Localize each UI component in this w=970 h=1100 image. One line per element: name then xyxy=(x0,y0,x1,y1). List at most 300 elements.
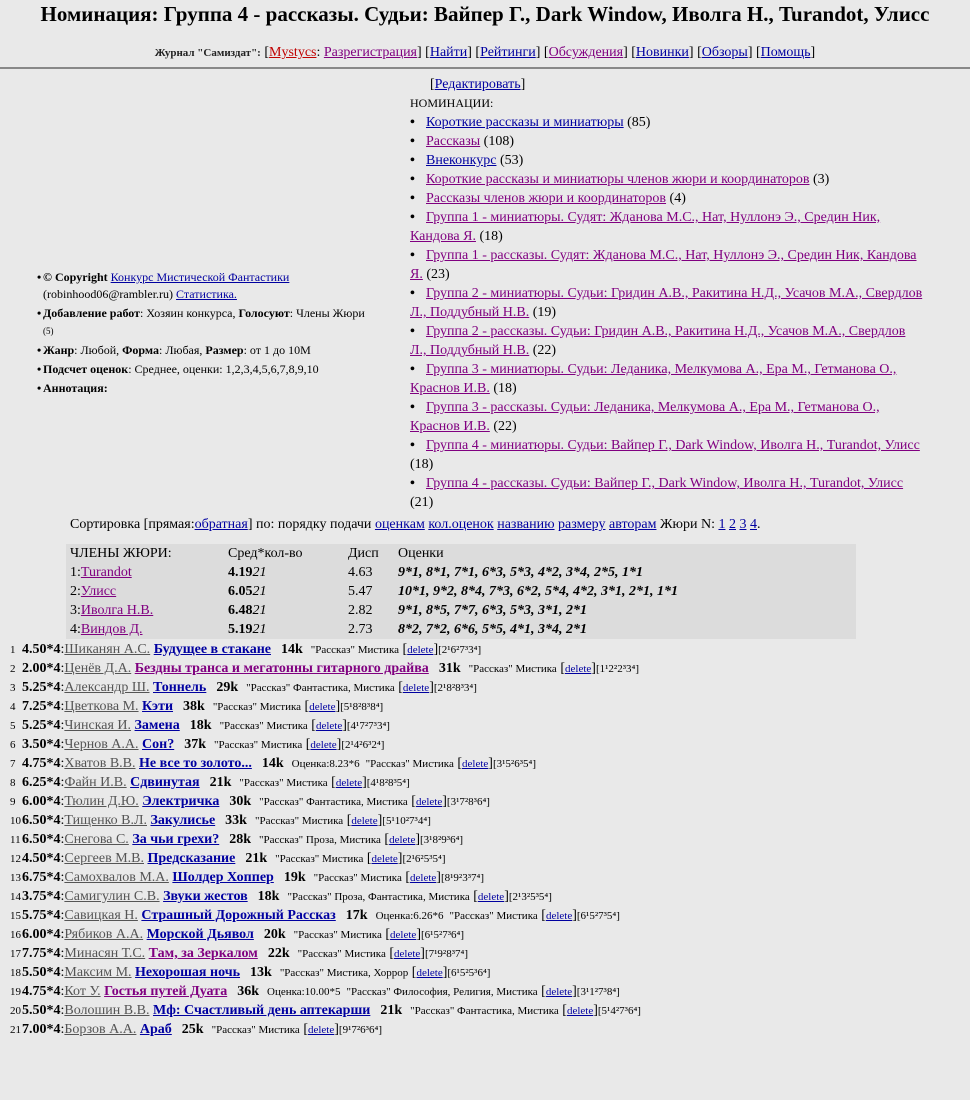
delete-link[interactable]: delete xyxy=(394,948,421,960)
work-title-link[interactable]: Будущее в стакане xyxy=(153,642,271,657)
work-title-link[interactable]: Замена xyxy=(134,718,180,733)
work-number: 7 xyxy=(10,758,16,770)
work-row: 205.50*4:Волошин В.В. Мф: Счастливый день аптекарши 21k "Рассказ" Фантастика, Мистика [delete][5¹4²7³6⁴] xyxy=(10,1001,970,1020)
edit-link[interactable]: Редактировать xyxy=(434,77,521,92)
work-row: 116.50*4:Снегова С. За чьи грехи? 28k "Рассказ" Проза, Мистика [delete][3¹8²9³6⁴] xyxy=(10,830,970,849)
news-link[interactable]: Новинки xyxy=(635,45,689,60)
bullet-icon: • xyxy=(410,153,415,168)
sort-by-title[interactable]: названию xyxy=(497,517,555,532)
work-author-link[interactable]: Савицкая Н. xyxy=(64,908,138,923)
work-score-count: *4 xyxy=(46,737,61,752)
work-title-link[interactable]: Гостья путей Дуата xyxy=(104,984,228,999)
work-score-count: *4 xyxy=(46,1022,61,1037)
work-rating: Оценка:10.00*5 xyxy=(267,986,341,998)
bullet-icon: • xyxy=(410,248,415,263)
nomination-link[interactable]: Группа 4 - рассказы. Судьи: Вайпер Г., Dark Window, Иволга Н., Turandot, Улисс xyxy=(426,476,904,491)
jury-member-link[interactable]: Иволга Н.В. xyxy=(80,603,154,618)
work-genre: "Рассказ" Мистика xyxy=(365,758,454,770)
work-score: 5.25 xyxy=(22,680,47,695)
bullet-icon: • xyxy=(410,476,415,491)
work-score-count: *4 xyxy=(46,984,61,999)
work-score-count: *4 xyxy=(46,851,61,866)
work-score-count: *4 xyxy=(46,813,61,828)
work-size: 21k xyxy=(245,851,268,866)
add-works-item: • Добавление работ: Хозяин конкурса, Голосуют: Члены Жюри (5) xyxy=(40,305,405,340)
nomination-link[interactable]: Группа 3 - миниатюры. Судьи: Леданика, Мелкумова А., Ера М., Гетманова О., Краснов И.В. xyxy=(410,362,897,396)
work-score-count: *4 xyxy=(46,927,61,942)
work-title-link[interactable]: Нехорошая ночь xyxy=(135,965,241,980)
jury-disp: 4.63 xyxy=(348,565,373,580)
nomination-count: (85) xyxy=(627,115,651,130)
work-size: 14k xyxy=(281,642,303,657)
nomination-count: (3) xyxy=(813,172,830,187)
nomination-count: (22) xyxy=(532,343,557,358)
work-row: 217.00*4:Борзов А.А. Араб 25k "Рассказ" Мистика [delete][9¹7²6³6⁴] xyxy=(10,1020,970,1039)
jury-marks: 9*1, 8*1, 7*1, 6*3, 5*3, 4*2, 3*4, 2*5, 1*1 xyxy=(398,565,643,580)
work-title-link[interactable]: Бездны транса и мегатонны гитарного драйва xyxy=(134,661,429,676)
work-author-link[interactable]: Александр Ш. xyxy=(64,680,150,695)
work-number: 5 xyxy=(10,720,16,732)
nomination-item xyxy=(410,151,925,170)
work-number: 15 xyxy=(10,910,21,922)
work-author-link[interactable]: Цветкова М. xyxy=(64,699,139,714)
work-score: 4.50 xyxy=(22,851,47,866)
work-score: 4.50 xyxy=(22,642,47,657)
page-header xyxy=(0,0,970,27)
nomination-count: (21) xyxy=(410,495,434,510)
discussions-link[interactable]: Обсуждения xyxy=(548,45,624,60)
nominations-heading: НОМИНАЦИИ: xyxy=(410,96,494,110)
work-jury-marks: [1¹2²2³3⁴] xyxy=(595,663,639,675)
work-score-count: *4 xyxy=(46,889,61,904)
work-title-link[interactable]: Тоннель xyxy=(153,680,207,695)
work-title-link[interactable]: Не все то золото... xyxy=(139,756,252,771)
work-number: 1 xyxy=(10,644,16,656)
work-author-link[interactable]: Чинская И. xyxy=(64,718,132,733)
delete-link[interactable]: delete xyxy=(390,929,417,941)
work-score: 7.75 xyxy=(22,946,47,961)
jury-table xyxy=(66,544,856,639)
jury-header-row: ЧЛЕНЫ ЖЮРИ: Сред*кол-во Дисп Оценки xyxy=(70,546,444,561)
work-score-count: *4 xyxy=(46,661,61,676)
nomination-count: (18) xyxy=(410,457,434,472)
work-row: 185.50*4:Максим М. Нехорошая ночь 13k "Рассказ" Мистика, Хоррор [delete][6¹5²5³6⁴] xyxy=(10,963,970,982)
work-score-count: *4 xyxy=(46,794,61,809)
work-author-link[interactable]: Борзов А.А. xyxy=(64,1022,137,1037)
delete-link[interactable]: delete xyxy=(335,777,363,789)
work-size: 36k xyxy=(237,984,259,999)
jury-link-3[interactable]: 3 xyxy=(739,517,747,532)
nomination-count: (18) xyxy=(493,381,517,396)
work-title-link[interactable]: Там, за Зеркалом xyxy=(148,946,258,961)
work-jury-marks: [9¹7²6³6⁴] xyxy=(338,1024,382,1036)
work-rating: Оценка:6.26*6 xyxy=(375,910,444,922)
bullet-icon: • xyxy=(410,400,415,415)
work-jury-marks: [5¹10²7³4⁴] xyxy=(382,815,431,827)
delete-link[interactable]: delete xyxy=(566,1005,594,1017)
work-genre: "Рассказ" Фантастика, Мистика xyxy=(259,796,408,808)
jury-member-link[interactable]: Turandot xyxy=(80,565,132,580)
nominations-panel: [Редактировать] НОМИНАЦИИ: • Короткие рассказы и миниатюры (85) • Рассказы (108) • Внеконкурс (53) • Короткие рассказы и миниатюры членов жюри и координаторов (3) • Рассказы членов жюри и координаторов (4) • Группа 1 - миниатюры. Судят: Жданова М.С., Нат, Нуллонэ Э., Средин Ник, Кандова Я. (18) • Группа 1 - рассказы. Судят: Жданова М.С., Нат, Нуллонэ Э., Средин Ник, Кандова Я. (23) • Группа 2 - миниатюры. Судьи: Гридин А.В., Ракитина Н.Д., Усачов М.А., Свердлов Л., Поддубный Н.В. (19) • Группа 2 - рассказы. Судьи: Гридин А.В., Ракитина Н.Д., Усачов М.А., Свердлов Л., Поддубный Н.В. (22) • Группа 3 - миниатюры. Судьи: Леданика, Мелкумова А., Ера М., Гетманова О., Краснов И.В. (18) • Группа 3 - рассказы. Судьи: Леданика, Мелкумова А., Ера М., Гетманова О., Краснов И.В. (22) • Группа 4 - миниатюры. Судьи: Вайпер Г., Dark Window, Иволга Н., Turandot, Улисс (18) • Группа 4 - рассказы. Судьи: Вайпер Г., Dark Window, Иволга Н., Turandot, Улисс (21) xyxy=(410,75,925,512)
work-score: 3.75 xyxy=(22,889,47,904)
work-genre: "Рассказ" Мистика xyxy=(468,663,557,675)
delete-link[interactable]: delete xyxy=(462,758,489,770)
nomination-link[interactable]: Рассказы членов жюри и координаторов xyxy=(426,191,667,206)
work-genre: "Рассказ" Мистика xyxy=(211,1024,300,1036)
work-title-link[interactable]: Араб xyxy=(139,1022,172,1037)
nomination-item xyxy=(410,284,925,322)
nomination-count: (19) xyxy=(532,305,557,320)
work-row: 194.75*4:Кот У. Гостья путей Дуата 36k Оценка:10.00*5 "Рассказ" Философия, Религия, Мистика [delete][3¹1²7³8⁴] xyxy=(10,982,970,1001)
work-size: 20k xyxy=(263,927,286,942)
jury-row: 1:Turandot 4.1921 4.63 9*1, 8*1, 7*1, 6*3, 5*3, 4*2, 3*4, 2*5, 1*1 xyxy=(66,563,856,582)
work-genre: "Рассказ" Проза, Мистика xyxy=(259,834,381,846)
works-list xyxy=(10,640,970,1039)
reviews-link[interactable]: Обзоры xyxy=(701,45,748,60)
nomination-item xyxy=(410,322,925,360)
work-author-link[interactable]: Минасян Т.С. xyxy=(64,946,146,961)
work-jury-marks: [5¹8²8³8⁴] xyxy=(340,701,384,713)
work-genre: "Рассказ" Фантастика, Мистика xyxy=(246,682,395,694)
delete-link[interactable]: delete xyxy=(477,891,505,903)
jury-link-2[interactable]: 2 xyxy=(728,517,736,532)
nomination-count: (4) xyxy=(669,191,686,206)
help-link[interactable]: Помощь xyxy=(760,45,811,60)
work-score-count: *4 xyxy=(46,699,61,714)
nomination-count: (22) xyxy=(493,419,517,434)
copyright-item: • © Copyright Конкурс Мистической Фантастики (robinhood06@rambler.ru) Статистика. xyxy=(40,269,405,303)
work-score: 4.75 xyxy=(22,984,47,999)
delete-link[interactable]: delete xyxy=(307,1024,335,1036)
nomination-item xyxy=(410,474,925,512)
delete-link[interactable]: delete xyxy=(545,910,573,922)
work-row: 3 5.25*4:Александр Ш. Тоннель 29k "Рассказ" Фантастика, Мистика [delete][2¹8²8³3⁴] xyxy=(10,678,970,697)
work-author-link[interactable]: Чернов А.А. xyxy=(64,737,139,752)
work-genre: "Рассказ" Мистика xyxy=(219,720,308,732)
work-author-link[interactable]: Тюлин Д.Ю. xyxy=(64,794,139,809)
work-row: 9 6.00*4:Тюлин Д.Ю. Электричка 30k "Рассказ" Фантастика, Мистика [delete][3¹7²8³6⁴] xyxy=(10,792,970,811)
delete-link[interactable]: delete xyxy=(545,986,573,998)
work-size: 29k xyxy=(216,680,239,695)
bullet-icon: • xyxy=(410,210,415,225)
jury-link-1[interactable]: 1 xyxy=(718,517,726,532)
work-score: 3.50 xyxy=(22,737,47,752)
delete-link[interactable]: delete xyxy=(309,701,336,713)
work-genre: "Рассказ" Проза, Фантастика, Мистика xyxy=(287,891,470,903)
work-title-link[interactable]: Сдвинутая xyxy=(130,775,200,790)
delete-link[interactable]: delete xyxy=(351,815,378,827)
work-row: 124.50*4:Сергеев М.В. Предсказание 21k "Рассказ" Мистика [delete][2¹6²5³5⁴] xyxy=(10,849,970,868)
work-number: 21 xyxy=(10,1024,21,1036)
delete-link[interactable]: delete xyxy=(315,720,343,732)
jury-marks: 9*1, 8*5, 7*7, 6*3, 5*3, 3*1, 2*1 xyxy=(398,603,587,618)
nomination-item xyxy=(410,132,925,151)
nomination-link[interactable]: Группа 1 - миниатюры. Судят: Жданова М.С., Нат, Нуллонэ Э., Средин Ник, Кандова Я. xyxy=(410,210,881,244)
work-row: 106.50*4:Тищенко В.Л. Закулисье 33k "Рассказ" Мистика [delete][5¹10²7³4⁴] xyxy=(10,811,970,830)
work-score-count: *4 xyxy=(46,965,61,980)
work-author-link[interactable]: Файн И.В. xyxy=(64,775,127,790)
work-score-count: *4 xyxy=(46,756,61,771)
jury-member-link[interactable]: Виндов Д. xyxy=(80,622,143,637)
work-jury-marks: [3¹1²7³8⁴] xyxy=(576,986,620,998)
work-author-link[interactable]: Самохвалов М.А. xyxy=(64,870,169,885)
nomination-count: (53) xyxy=(499,153,524,168)
bullet-icon: • xyxy=(410,134,415,149)
work-jury-marks: [2¹4²6³2⁴] xyxy=(341,739,385,751)
work-row: 1 4.50*4:Шиканян А.С. Будущее в стакане 14k "Рассказ" Мистика [delete][2¹6²7³3⁴] xyxy=(10,640,970,659)
work-size: 19k xyxy=(283,870,306,885)
work-author-link[interactable]: Хватов В.В. xyxy=(64,756,136,771)
work-size: 25k xyxy=(181,1022,204,1037)
work-author-link[interactable]: Снегова С. xyxy=(64,832,129,847)
work-row: 155.75*4:Савицкая Н. Страшный Дорожный Рассказ 17k Оценка:6.26*6 "Рассказ" Мистика [delete][6¹5²7³5⁴] xyxy=(10,906,970,925)
work-author-link[interactable]: Тищенко В.Л. xyxy=(64,813,147,828)
work-number: 13 xyxy=(10,872,21,884)
work-size: 17k xyxy=(345,908,368,923)
nomination-link[interactable]: Группа 3 - рассказы. Судьи: Леданика, Мелкумова А., Ера М., Гетманова О., Краснов И.В. xyxy=(410,400,880,434)
work-genre: "Рассказ" Мистика xyxy=(313,872,402,884)
user-link[interactable]: Mystycs xyxy=(269,45,317,60)
bullet-icon: • xyxy=(410,286,415,301)
work-title-link[interactable]: Мф: Счастливый день аптекарши xyxy=(152,1003,371,1018)
work-author-link[interactable]: Шиканян А.С. xyxy=(64,642,151,657)
work-row: 166.00*4:Рябиков А.А. Морской Дьявол 20k "Рассказ" Мистика [delete][6¹5²7³6⁴] xyxy=(10,925,970,944)
jury-count: 21 xyxy=(252,622,267,637)
work-number: 20 xyxy=(10,1005,21,1017)
work-row: 8 6.25*4:Файн И.В. Сдвинутая 21k "Рассказ" Мистика [delete][4¹8²8³5⁴] xyxy=(10,773,970,792)
bullet-icon: • xyxy=(410,362,415,377)
work-genre: "Рассказ" Мистика xyxy=(212,701,302,713)
logout-link[interactable]: Разрегистрация xyxy=(323,45,417,60)
work-number: 17 xyxy=(10,948,21,960)
work-genre: "Рассказ" Мистика xyxy=(239,777,328,789)
delete-link[interactable]: delete xyxy=(402,682,430,694)
work-jury-marks: [4¹8²8³5⁴] xyxy=(366,777,410,789)
work-author-link[interactable]: Волошин В.В. xyxy=(64,1003,150,1018)
jury-avg: 6.48 xyxy=(228,603,253,618)
work-score: 5.50 xyxy=(22,965,47,980)
work-rating: Оценка:8.23*6 xyxy=(291,758,360,770)
nomination-item xyxy=(410,398,925,436)
work-score-count: *4 xyxy=(46,870,61,885)
sort-by-size[interactable]: размеру xyxy=(558,517,606,532)
work-score: 6.75 xyxy=(22,870,47,885)
jury-count: 21 xyxy=(252,603,267,618)
bullet-icon: • xyxy=(410,191,415,206)
jury-link-4[interactable]: 4 xyxy=(749,517,757,532)
work-jury-marks: [7¹9²8³7⁴] xyxy=(424,948,469,960)
jury-disp: 2.82 xyxy=(348,603,373,618)
work-number: 10 xyxy=(10,815,21,827)
work-genre: "Рассказ" Мистика xyxy=(310,644,400,656)
work-score-count: *4 xyxy=(46,642,61,657)
work-size: 37k xyxy=(184,737,207,752)
bullet-icon: • xyxy=(410,172,415,187)
nomination-item xyxy=(410,189,925,208)
work-size: 38k xyxy=(183,699,205,714)
work-genre: "Рассказ" Мистика xyxy=(275,853,364,865)
work-author-link[interactable]: Ценёв Д.А. xyxy=(64,661,132,676)
work-jury-marks: [6¹5²7³5⁴] xyxy=(576,910,620,922)
nomination-link[interactable]: Короткие рассказы и миниатюры членов жюри и координаторов xyxy=(426,172,810,187)
work-score-count: *4 xyxy=(46,832,61,847)
nomination-link[interactable]: Группа 1 - рассказы. Судят: Жданова М.С., Нат, Нуллонэ Э., Средин Ник, Кандова Я. xyxy=(410,248,917,282)
delete-link[interactable]: delete xyxy=(565,663,592,675)
work-size: 30k xyxy=(229,794,252,809)
work-author-link[interactable]: Кот У. xyxy=(64,984,101,999)
nomination-item xyxy=(410,360,925,398)
jury-avg: 6.05 xyxy=(228,584,253,599)
delete-link[interactable]: delete xyxy=(371,853,398,865)
main-info xyxy=(0,69,970,515)
work-author-link[interactable]: Рябиков А.А. xyxy=(64,927,144,942)
work-jury-marks: [3¹7²8³6⁴] xyxy=(446,796,490,808)
work-score: 6.00 xyxy=(22,794,47,809)
page-title: Номинация: Группа 4 - рассказы. Судьи: Вайпер Г., Dark Window, Иволга Н., Turandot, Улисс xyxy=(40,2,930,26)
sort-reverse-link[interactable]: обратная xyxy=(194,517,248,532)
work-row: 4 7.25*4:Цветкова М. Кэти 38k "Рассказ" Мистика [delete][5¹8²8³8⁴] xyxy=(10,697,970,716)
work-title-link[interactable]: Звуки жестов xyxy=(163,889,248,904)
work-jury-marks: [2¹3²5³5⁴] xyxy=(508,891,552,903)
work-row: 177.75*4:Минасян Т.С. Там, за Зеркалом 22k "Рассказ" Мистика [delete][7¹9²8³7⁴] xyxy=(10,944,970,963)
jury-member-link[interactable]: Улисс xyxy=(80,584,117,599)
sort-by-count[interactable]: кол.оценок xyxy=(428,517,494,532)
work-size: 18k xyxy=(257,889,280,904)
work-jury-marks: [2¹6²7³3⁴] xyxy=(438,644,482,656)
delete-link[interactable]: delete xyxy=(416,967,443,979)
nomination-link[interactable]: Группа 2 - рассказы. Судьи: Гридин А.В., Ракитина Н.Д., Усачов М.А., Свердлов Л., Поддубный Н.В. xyxy=(410,324,906,358)
work-score: 6.50 xyxy=(22,813,47,828)
work-score-count: *4 xyxy=(46,680,61,695)
work-score: 4.75 xyxy=(22,756,47,771)
annotation-item: • Аннотация: xyxy=(40,380,405,397)
work-score: 6.25 xyxy=(22,775,47,790)
work-size: 18k xyxy=(189,718,212,733)
jury-avg: 4.19 xyxy=(228,565,253,580)
jury-marks: 10*1, 9*2, 8*4, 7*3, 6*2, 5*4, 4*2, 3*1, 2*1, 1*1 xyxy=(398,584,678,599)
work-score: 7.00 xyxy=(22,1022,47,1037)
work-score-count: *4 xyxy=(46,775,61,790)
work-size: 13k xyxy=(250,965,272,980)
jury-row: 2:Улисс 6.0521 5.47 10*1, 9*2, 8*4, 7*3, 6*2, 5*4, 4*2, 3*1, 2*1, 1*1 xyxy=(66,582,856,601)
work-title-link[interactable]: Шолдер Хоппер xyxy=(172,870,274,885)
nomination-count: (18) xyxy=(479,229,503,244)
top-nav: Журнал "Самиздат": [Mystycs: Разрегистрация] [Найти] [Рейтинги] [Обсуждения] [Новинки] [Обзоры] [Помощь] xyxy=(154,45,816,60)
work-number: 4 xyxy=(10,701,16,713)
jury-disp: 5.47 xyxy=(348,584,373,599)
sort-bar: Сортировка [прямая:обратная] по: порядку подачи оценкам кол.оценок названию размеру авторам Жюри N: 1 2 3 4. xyxy=(70,517,761,532)
work-score: 5.50 xyxy=(22,1003,47,1018)
delete-link[interactable]: delete xyxy=(310,739,337,751)
work-size: 33k xyxy=(225,813,247,828)
work-score: 2.00 xyxy=(22,661,47,676)
work-title-link[interactable]: Электричка xyxy=(142,794,220,809)
work-score: 5.25 xyxy=(22,718,47,733)
nominations-list xyxy=(410,113,925,512)
work-author-link[interactable]: Сергеев М.В. xyxy=(64,851,144,866)
genre-item: • Жанр: Любой, Форма: Любая, Размер: от 1 до 10M xyxy=(40,342,405,359)
sort-by-author[interactable]: авторам xyxy=(608,517,657,532)
work-number: 14 xyxy=(10,891,21,903)
contest-link[interactable]: Конкурс Мистической Фантастики xyxy=(110,270,290,284)
work-size: 22k xyxy=(267,946,290,961)
sort-by-score[interactable]: оценкам xyxy=(374,517,425,532)
nomination-link[interactable]: Рассказы xyxy=(426,134,481,149)
work-score-count: *4 xyxy=(46,946,61,961)
stats-link[interactable]: Статистика. xyxy=(176,287,237,301)
work-title-link[interactable]: За чьи грехи? xyxy=(132,832,220,847)
work-jury-marks: [8¹9²3³7⁴] xyxy=(440,872,485,884)
ratings-link[interactable]: Рейтинги xyxy=(480,45,536,60)
journal-label: Журнал "Самиздат": xyxy=(154,47,261,59)
nomination-link[interactable]: Внеконкурс xyxy=(426,153,497,168)
nomination-count: (23) xyxy=(426,267,450,282)
nomination-link[interactable]: Короткие рассказы и миниатюры xyxy=(426,115,624,130)
work-number: 19 xyxy=(10,986,21,998)
counting-item: • Подсчет оценок: Среднее, оценки: 1,2,3,4,5,6,7,8,9,10 xyxy=(40,361,405,378)
work-jury-marks: [5¹4²7³6⁴] xyxy=(597,1005,641,1017)
work-number: 9 xyxy=(10,796,16,808)
nomination-item xyxy=(410,170,925,189)
work-row: 6 3.50*4:Чернов А.А. Сон? 37k "Рассказ" Мистика [delete][2¹4²6³2⁴] xyxy=(10,735,970,754)
work-size: 21k xyxy=(380,1003,403,1018)
jury-count: 21 xyxy=(252,584,267,599)
work-author-link[interactable]: Максим М. xyxy=(64,965,132,980)
work-genre: "Рассказ" Мистика xyxy=(449,910,538,922)
search-link[interactable]: Найти xyxy=(429,45,468,60)
work-jury-marks: [6¹5²5³6⁴] xyxy=(447,967,491,979)
work-score-count: *4 xyxy=(46,1003,61,1018)
delete-link[interactable]: delete xyxy=(415,796,443,808)
work-jury-marks: [6¹5²7³6⁴] xyxy=(420,929,465,941)
work-title-link[interactable]: Страшный Дорожный Рассказ xyxy=(141,908,336,923)
work-number: 8 xyxy=(10,777,16,789)
nomination-link[interactable]: Группа 2 - миниатюры. Судьи: Гридин А.В., Ракитина Н.Д., Усачов М.А., Свердлов Л., Поддубный Н.В. xyxy=(410,286,923,320)
work-title-link[interactable]: Сон? xyxy=(142,737,175,752)
jury-marks: 8*2, 7*2, 6*6, 5*5, 4*1, 3*4, 2*1 xyxy=(398,622,587,637)
jury-count: 21 xyxy=(252,565,267,580)
work-number: 16 xyxy=(10,929,21,941)
work-number: 3 xyxy=(10,682,16,694)
delete-link[interactable]: delete xyxy=(407,644,434,656)
work-number: 11 xyxy=(10,834,21,846)
work-genre: "Рассказ" Философия, Религия, Мистика xyxy=(346,986,538,998)
work-row: 5 5.25*4:Чинская И. Замена 18k "Рассказ" Мистика [delete][4¹7²7³3⁴] xyxy=(10,716,970,735)
work-size: 14k xyxy=(261,756,284,771)
bullet-icon: • xyxy=(410,115,415,130)
contest-info xyxy=(40,269,405,399)
work-score-count: *4 xyxy=(46,908,61,923)
bullet-icon: • xyxy=(410,438,415,453)
work-jury-marks: [2¹8²8³3⁴] xyxy=(433,682,477,694)
work-number: 18 xyxy=(10,967,21,979)
delete-link[interactable]: delete xyxy=(389,834,416,846)
nomination-item xyxy=(410,113,925,132)
work-author-link[interactable]: Самигулин С.В. xyxy=(64,889,160,904)
work-score: 6.50 xyxy=(22,832,47,847)
work-title-link[interactable]: Кэти xyxy=(142,699,174,714)
delete-link[interactable]: delete xyxy=(410,872,437,884)
nomination-link[interactable]: Группа 4 - миниатюры. Судьи: Вайпер Г., Dark Window, Иволга Н., Turandot, Улисс xyxy=(426,438,920,453)
nomination-count: (108) xyxy=(483,134,514,149)
work-title-link[interactable]: Закулисье xyxy=(150,813,216,828)
work-title-link[interactable]: Морской Дьявол xyxy=(146,927,254,942)
work-genre: "Рассказ" Фантастика, Мистика xyxy=(410,1005,559,1017)
work-genre: "Рассказ" Мистика xyxy=(254,815,344,827)
work-number: 2 xyxy=(10,663,16,675)
work-score: 7.25 xyxy=(22,699,47,714)
work-title-link[interactable]: Предсказание xyxy=(147,851,236,866)
